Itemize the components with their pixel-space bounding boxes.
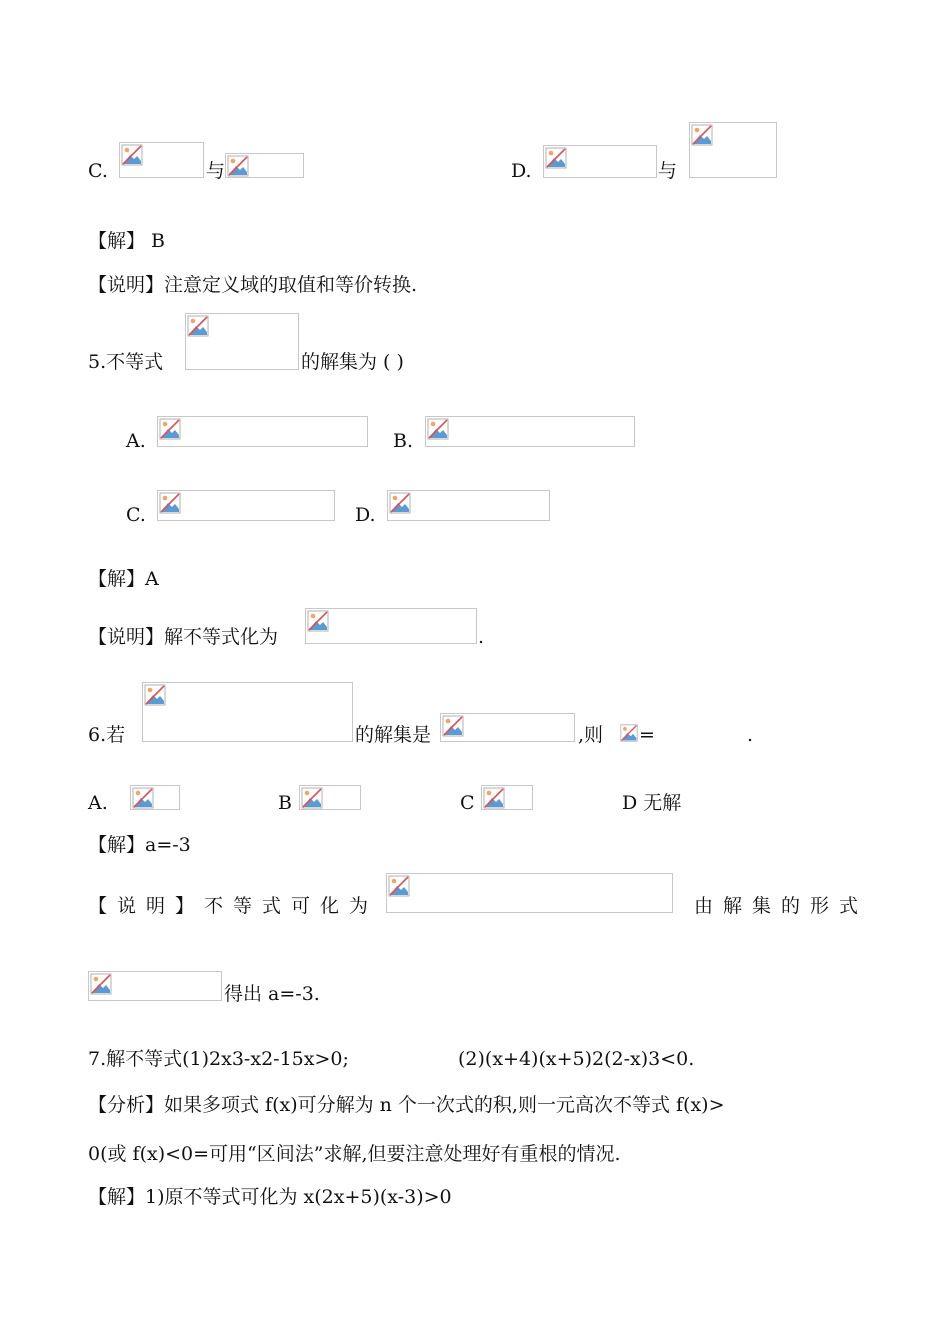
broken-image-icon bbox=[301, 787, 323, 809]
q6-note-middle: 由解集的形式 bbox=[694, 895, 869, 917]
q6-equals: = bbox=[639, 724, 655, 746]
q6-note-end: 得出 a=-3. bbox=[224, 983, 320, 1005]
q5-note-suffix: . bbox=[478, 626, 485, 648]
q6-end: . bbox=[747, 724, 754, 746]
broken-image-icon bbox=[90, 973, 112, 995]
formula-image bbox=[119, 142, 204, 178]
q7-solution: 【解】1)原不等式可化为 x(2x+5)(x-3)>0 bbox=[88, 1186, 452, 1208]
q5-option-d-label: D. bbox=[355, 504, 376, 526]
q7-analysis-line2: 0(或 f(x)<0=可用“区间法”求解,但要注意处理好有重根的情况. bbox=[88, 1143, 621, 1165]
formula-image bbox=[386, 873, 673, 913]
q5-suffix: 的解集为 ( ) bbox=[301, 351, 404, 373]
q6-option-b-label: B bbox=[278, 792, 292, 814]
broken-image-icon bbox=[388, 875, 410, 897]
q5-option-b-label: B. bbox=[393, 430, 414, 452]
q6-note-prefix: 【说明】不等式可化为 bbox=[88, 895, 379, 917]
broken-image-icon bbox=[132, 787, 154, 809]
broken-image-icon bbox=[427, 418, 449, 440]
broken-image-icon bbox=[159, 418, 181, 440]
formula-image bbox=[157, 416, 368, 447]
broken-image-icon bbox=[620, 724, 638, 742]
q5-option-a-label: A. bbox=[126, 430, 146, 452]
broken-image-icon bbox=[187, 315, 209, 337]
q5-answer: 【解】A bbox=[88, 568, 159, 590]
formula-image bbox=[387, 490, 550, 521]
broken-image-icon bbox=[121, 144, 143, 166]
formula-image bbox=[157, 490, 335, 521]
q7-analysis-line1: 【分析】如果多项式 f(x)可分解为 n 个一次式的积,则一元高次不等式 f(x)> bbox=[88, 1094, 725, 1116]
formula-image bbox=[305, 608, 477, 644]
q5-prefix: 5.不等式 bbox=[88, 351, 164, 373]
q6-answer: 【解】a=-3 bbox=[88, 834, 191, 856]
broken-image-icon bbox=[442, 715, 464, 737]
formula-image bbox=[130, 785, 180, 810]
q6-prefix: 6.若 bbox=[88, 724, 126, 746]
q6-option-c-label: C bbox=[460, 792, 475, 814]
broken-image-icon bbox=[307, 610, 329, 632]
formula-image bbox=[689, 122, 777, 178]
formula-image bbox=[185, 313, 299, 370]
formula-image bbox=[225, 153, 304, 178]
q5-note-prefix: 【说明】解不等式化为 bbox=[88, 626, 279, 648]
q7-question-part2: (2)(x+4)(x+5)2(2-x)3<0. bbox=[458, 1048, 695, 1070]
formula-image bbox=[299, 785, 361, 810]
q7-question-part1: 7.解不等式(1)2x3-x2-15x>0; bbox=[88, 1048, 349, 1070]
broken-image-icon bbox=[227, 155, 249, 177]
broken-image-icon bbox=[159, 492, 181, 514]
q6-mid: 的解集是 bbox=[355, 724, 432, 746]
q6-option-a-label: A. bbox=[88, 792, 108, 814]
q4-option-c-joiner: 与 bbox=[206, 160, 226, 182]
q4-option-d-joiner: 与 bbox=[658, 160, 678, 182]
formula-image bbox=[481, 785, 533, 810]
q6-option-d-label: D 无解 bbox=[622, 792, 682, 814]
q4-option-c-label: C. bbox=[88, 160, 108, 182]
broken-image-icon bbox=[545, 147, 567, 169]
formula-image bbox=[440, 713, 575, 742]
q6-then: ,则 bbox=[578, 724, 604, 746]
broken-image-icon bbox=[144, 684, 166, 706]
formula-image bbox=[425, 416, 635, 447]
broken-image-icon bbox=[389, 492, 411, 514]
formula-image bbox=[543, 145, 657, 178]
broken-image-icon bbox=[691, 124, 713, 146]
q4-option-d-label: D. bbox=[511, 160, 532, 182]
broken-image-icon bbox=[483, 787, 505, 809]
q4-answer: 【解】 B bbox=[88, 230, 166, 252]
q5-option-c-label: C. bbox=[126, 504, 146, 526]
formula-image bbox=[88, 971, 222, 1001]
q4-note: 【说明】注意定义域的取值和等价转换. bbox=[88, 274, 418, 296]
formula-image bbox=[142, 682, 353, 742]
